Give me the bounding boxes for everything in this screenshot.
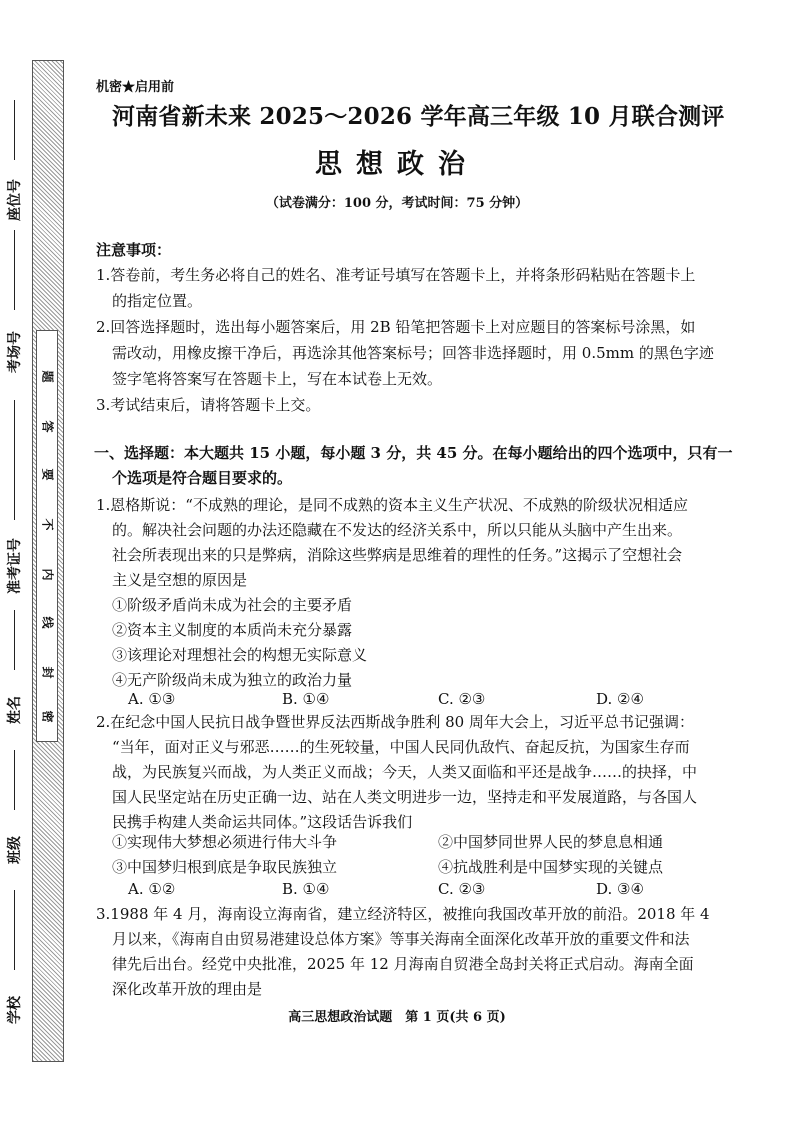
q1-option-a[interactable]: A. ①③ [128,690,176,708]
q2-option-c[interactable]: C. ②③ [438,880,486,898]
q1-stem-line-4: 主义是空想的原因是 [112,571,248,589]
q3-stem-line-4: 深化改革开放的理由是 [112,980,263,998]
q2-statement-1: ①实现伟大梦想必须进行伟大斗争 [112,833,338,851]
q1-option-d[interactable]: D. ②④ [596,690,644,708]
section-heading-line-2: 个选项是符合题目要求的。 [112,469,293,487]
class-line [14,750,15,810]
q2-option-b[interactable]: B. ①④ [282,880,330,898]
q2-statement-2: ②中国梦同世界人民的梦息息相通 [438,833,664,851]
seat-number-label: 座位号 [7,179,23,221]
exam-info: （试卷满分：100 分，考试时间：75 分钟） [265,196,529,211]
q2-stem-line-3: 战，为民族复兴而战，为人类正义而战；今天，人类又面临和平还是战争……的抉择，中 [112,763,698,781]
page-footer: 高三思想政治试题 第 1 页(共 6 页) [288,1010,506,1025]
q1-option-b[interactable]: B. ①④ [282,690,330,708]
q3-stem-line-1: 3.1988 年 4 月，海南设立海南省，建立经济特区，被推向我国改革开放的前沿。2018 年 4 [96,905,710,923]
section-heading-line-1: 一、选择题：本大题共 15 小题，每小题 3 分，共 45 分。在每小题给出的四个选项中，只有一 [94,444,733,462]
exam-room-label: 考场号 [7,331,23,373]
q1-statement-4: ④无产阶级尚未成为独立的政治力量 [112,671,353,689]
note-1-line-2: 的指定位置。 [112,292,203,310]
note-2-line-1: 2.回答选择题时，选出每小题答案后，用 2B 铅笔把答题卡上对应题目的答案标号涂黑，如 [96,318,696,336]
q1-stem-line-3: 社会所表现出来的只是弊病，消除这些弊病是思维着的理性的任务。”这揭示了空想社会 [112,546,683,564]
q2-stem-line-2: “当年，面对正义与邪恶……的生死较量，中国人民同仇敌忾、奋起反抗，为国家生存而 [112,738,690,756]
seal-char: 封 [40,666,55,679]
exam-room-line [14,230,15,310]
subject-title: 思想政治 [315,149,479,180]
seal-char: 答 [40,420,55,433]
exam-title: 河南省新未来 2025～2026 学年高三年级 10 月联合测评 [112,103,725,130]
q3-stem-line-3: 律先后出台。经党中央批准，2025 年 12 月海南自贸港全岛封关将正式启动。海南全面 [112,955,694,973]
seal-char: 要 [40,468,55,481]
school-line [14,890,15,970]
note-3: 3.考试结束后，请将答题卡上交。 [96,396,321,414]
class-label: 班级 [7,836,23,864]
q2-stem-line-4: 国人民坚定站在历史正确一边、站在人类文明进步一边，坚持走和平发展道路，与各国人 [112,788,698,806]
seal-char: 线 [40,616,55,629]
q1-statement-1: ①阶级矛盾尚未成为社会的主要矛盾 [112,596,353,614]
ticket-number-label: 准考证号 [7,538,23,594]
q2-stem-line-1: 2.在纪念中国人民抗日战争暨世界反法西斯战争胜利 80 周年大会上，习近平总书记强调： [96,713,694,731]
q1-option-c[interactable]: C. ②③ [438,690,486,708]
q2-option-d[interactable]: D. ③④ [596,880,644,898]
q2-stem-line-5: 民携手构建人类命运共同体。”这段话告诉我们 [112,813,413,831]
q1-stem-line-1: 1.恩格斯说：“不成熟的理论，是同不成熟的资本主义生产状况、不成熟的阶级状况相适应 [96,496,688,514]
q2-statement-4: ④抗战胜利是中国梦实现的关键点 [438,858,664,876]
name-line [14,610,15,670]
note-2-line-2: 需改动，用橡皮擦干净后，再选涂其他答案标号；回答非选择题时，用 0.5mm 的黑色字迹 [112,344,714,362]
ticket-number-line [14,400,15,520]
q1-stem-line-2: 的。解决社会问题的办法还隐藏在不发达的经济关系中，所以只能从头脑中产生出来。 [112,521,683,539]
seal-char: 内 [40,568,55,581]
school-label: 学校 [7,996,23,1024]
q1-statement-3: ③该理论对理想社会的构想无实际意义 [112,646,368,664]
q2-statement-3: ③中国梦归根到底是争取民族独立 [112,858,338,876]
notes-heading: 注意事项： [96,241,172,259]
seal-char: 密 [40,710,55,723]
name-label: 姓名 [7,696,23,724]
confidential-mark: 机密★启用前 [96,80,175,95]
seal-char: 不 [40,518,55,531]
q1-statement-2: ②资本主义制度的本质尚未充分暴露 [112,621,353,639]
q3-stem-line-2: 月以来，《海南自由贸易港建设总体方案》等事关海南全面深化改革开放的重要文件和法 [112,930,690,948]
seal-char: 题 [40,370,55,383]
note-1-line-1: 1.答卷前，考生务必将自己的姓名、准考证号填写在答题卡上，并将条形码粘贴在答题卡上 [96,266,696,284]
note-2-line-3: 签字笔将答案写在答题卡上，写在本试卷上无效。 [112,370,443,388]
q2-option-a[interactable]: A. ①② [128,880,176,898]
